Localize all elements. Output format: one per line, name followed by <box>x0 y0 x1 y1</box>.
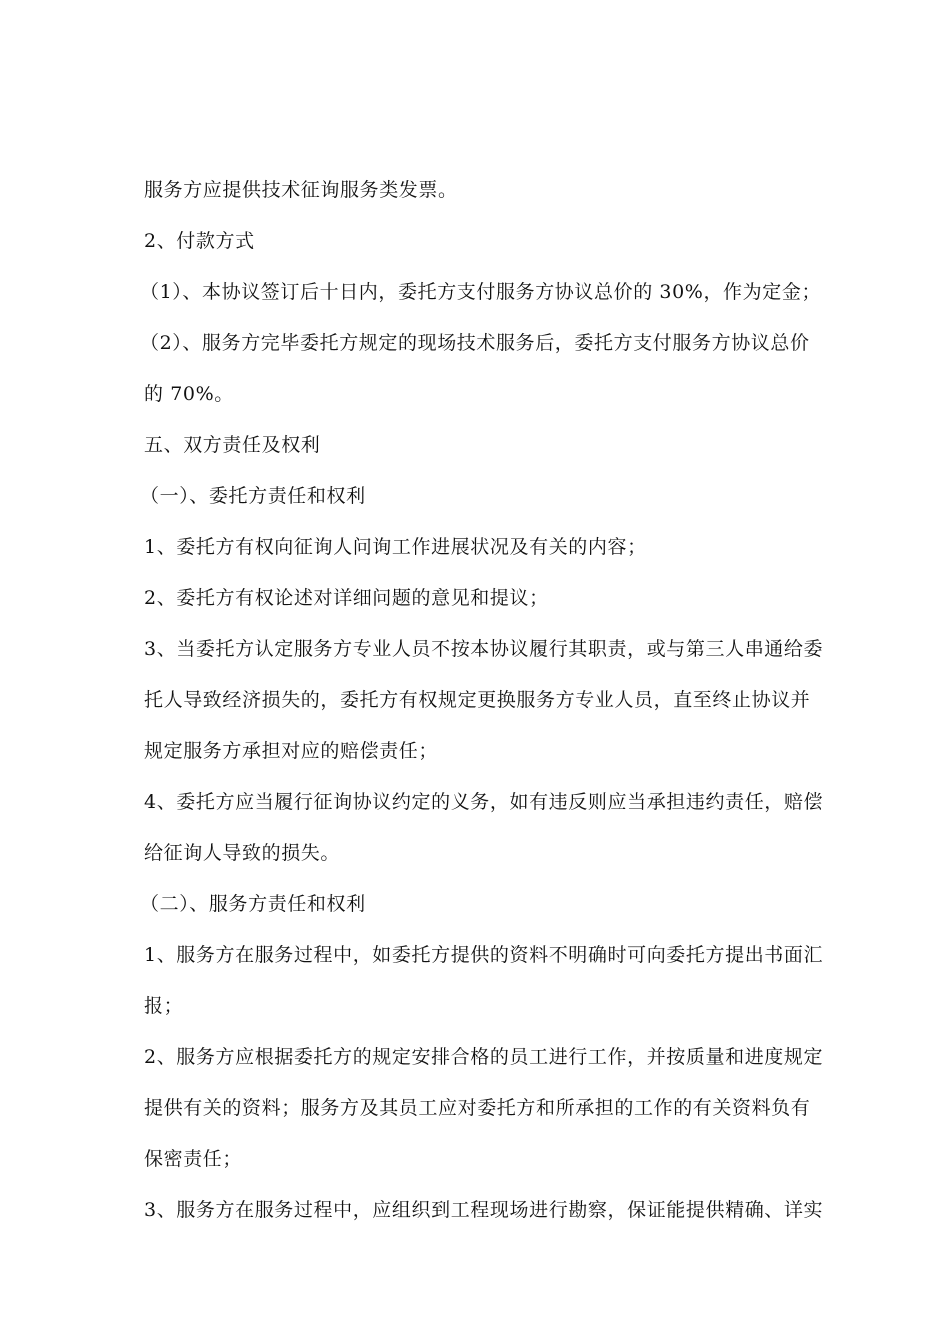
subsection-heading: （一）、委托方责任和权利 <box>140 485 366 507</box>
paragraph-line: 4、委托方应当履行征询协议约定的义务，如有违反则应当承担违约责任，赔偿 <box>144 791 824 813</box>
paragraph-line: 1、委托方有权向征询人问询工作进展状况及有关的内容； <box>144 536 647 558</box>
paragraph-line: 1、服务方在服务过程中，如委托方提供的资料不明确时可向委托方提出书面汇 <box>144 944 824 966</box>
paragraph-line: （2）、服务方完毕委托方规定的现场技术服务后，委托方支付服务方协议总价 <box>140 332 810 354</box>
section-heading: 五、双方责任及权利 <box>144 434 321 456</box>
paragraph-line: 给征询人导致的损失。 <box>144 842 341 864</box>
paragraph-line: 的 70%。 <box>144 383 234 405</box>
paragraph-line: 提供有关的资料；服务方及其员工应对委托方和所承担的工作的有关资料负有 <box>144 1097 811 1119</box>
paragraph-line: 2、委托方有权论述对详细问题的意见和提议； <box>144 587 549 609</box>
paragraph-line: 托人导致经济损失的，委托方有权规定更换服务方专业人员，直至终止协议并 <box>144 689 811 711</box>
subsection-heading: （二）、服务方责任和权利 <box>140 893 366 915</box>
paragraph-line: 规定服务方承担对应的赔偿责任； <box>144 740 439 762</box>
paragraph-line: 3、当委托方认定服务方专业人员不按本协议履行其职责，或与第三人串通给委 <box>144 638 824 660</box>
paragraph-line: （1）、本协议签订后十日内，委托方支付服务方协议总价的 30%，作为定金； <box>140 281 822 303</box>
paragraph-line: 服务方应提供技术征询服务类发票。 <box>144 179 458 201</box>
paragraph-line: 3、服务方在服务过程中，应组织到工程现场进行勘察，保证能提供精确、详实 <box>144 1199 824 1221</box>
section-heading: 2、付款方式 <box>144 230 255 252</box>
paragraph-line: 2、服务方应根据委托方的规定安排合格的员工进行工作，并按质量和进度规定 <box>144 1046 824 1068</box>
paragraph-line: 保密责任； <box>144 1148 243 1170</box>
paragraph-line: 报； <box>144 995 184 1017</box>
